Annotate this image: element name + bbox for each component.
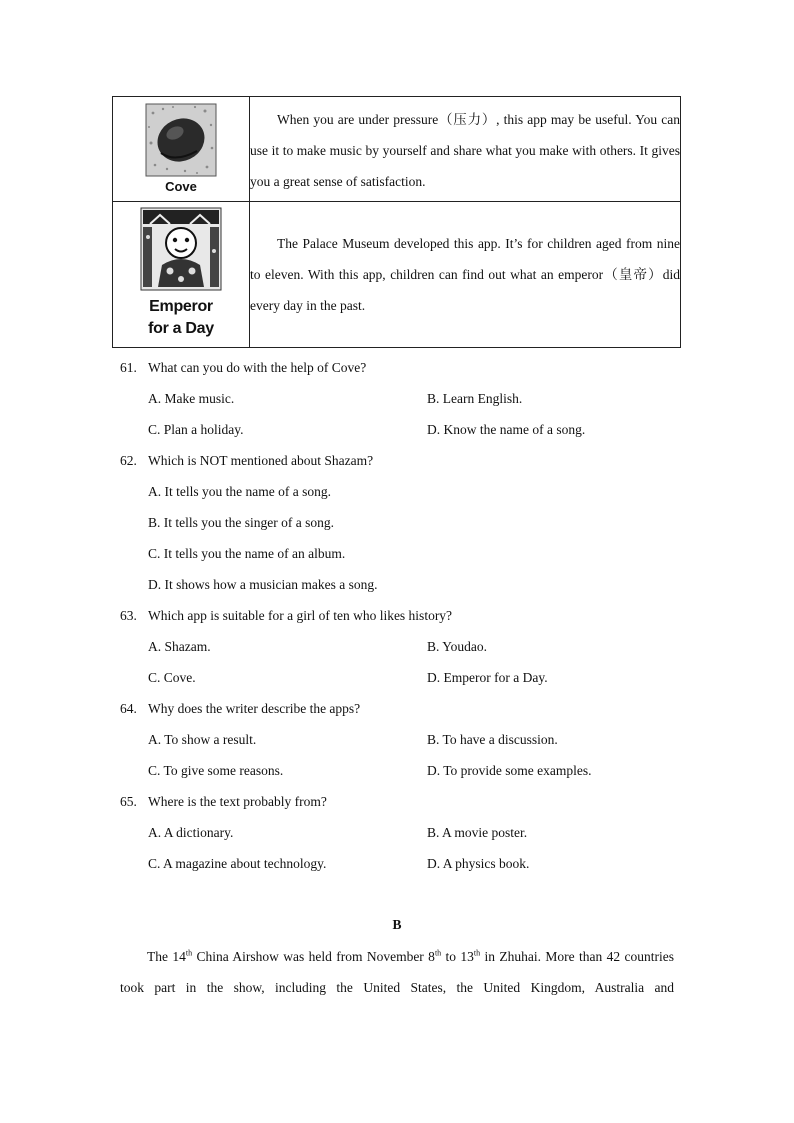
apps-table bbox=[112, 96, 681, 348]
app-row-cove bbox=[113, 97, 681, 202]
question-number: 65. bbox=[120, 794, 137, 809]
options-row bbox=[120, 755, 680, 786]
question-text: What can you do with the help of Cove? bbox=[148, 360, 367, 375]
option-b[interactable]: B. A movie poster. bbox=[427, 825, 528, 840]
option-a[interactable]: A. It tells you the name of a song. bbox=[148, 484, 331, 499]
question-61 bbox=[120, 352, 680, 383]
ordinal-suffix: th bbox=[434, 948, 442, 958]
options-row bbox=[120, 724, 680, 755]
question-65 bbox=[120, 786, 680, 817]
option-d[interactable]: D. Know the name of a song. bbox=[427, 422, 586, 437]
question-text: Why does the writer describe the apps? bbox=[148, 701, 361, 716]
emperor-logo-cell bbox=[113, 202, 250, 348]
option-d[interactable]: D. To provide some examples. bbox=[427, 763, 592, 778]
option-a[interactable]: A. A dictionary. bbox=[148, 825, 234, 840]
passage-text-1: The 14 bbox=[147, 949, 186, 964]
question-number: 64. bbox=[120, 701, 137, 716]
cove-logo bbox=[113, 97, 249, 201]
option-c[interactable]: C. Cove. bbox=[148, 670, 196, 685]
question-text: Which app is suitable for a girl of ten who likes history? bbox=[148, 608, 453, 623]
question-number: 61. bbox=[120, 360, 137, 375]
question-number: 62. bbox=[120, 453, 137, 468]
cove-description: When you are under pressure（压力）, this app may be useful. You can use it to make music by yourself and share what you make with others. It gives you a great sense of satisfaction. bbox=[250, 112, 680, 189]
emperor-logo-label bbox=[113, 296, 249, 340]
option-b[interactable]: B. To have a discussion. bbox=[427, 732, 558, 747]
app-row-emperor bbox=[113, 202, 681, 348]
cove-logo-cell bbox=[113, 97, 250, 202]
option-d[interactable]: D. It shows how a musician makes a song. bbox=[148, 577, 378, 592]
ordinal-suffix: th bbox=[185, 948, 193, 958]
passage-text-4: in Zhuhai. More than 42 countries took part in the show, including the United States, the United Kingdom, Australia and bbox=[120, 949, 674, 995]
option-a[interactable]: A. To show a result. bbox=[148, 732, 257, 747]
option-d[interactable]: D. Emperor for a Day. bbox=[427, 670, 548, 685]
option-c[interactable]: C. Plan a holiday. bbox=[148, 422, 244, 437]
option-a[interactable]: A. Make music. bbox=[148, 391, 235, 406]
options-row bbox=[120, 538, 680, 569]
option-b[interactable]: B. Youdao. bbox=[427, 639, 488, 654]
options-row bbox=[120, 631, 680, 662]
question-64 bbox=[120, 693, 680, 724]
options-row bbox=[120, 817, 680, 848]
question-62 bbox=[120, 445, 680, 476]
passage-paragraph bbox=[120, 941, 674, 1003]
emperor-logo-icon bbox=[140, 207, 222, 291]
question-text: Which is NOT mentioned about Shazam? bbox=[148, 453, 374, 468]
emperor-description: The Palace Museum developed this app. It’s for children aged from nine to eleven. With this app, children can find out what an emperor（皇帝）did every day in the past. bbox=[250, 236, 680, 313]
questions bbox=[120, 352, 680, 879]
options-row bbox=[120, 414, 680, 445]
emperor-logo-label-line2: for a Day bbox=[148, 320, 214, 337]
passage-text-3: to 13 bbox=[441, 949, 474, 964]
emperor-description-cell bbox=[250, 202, 681, 348]
ordinal-suffix: th bbox=[473, 948, 481, 958]
options-row bbox=[120, 507, 680, 538]
cove-logo-label: Cove bbox=[165, 179, 197, 194]
question-number: 63. bbox=[120, 608, 137, 623]
option-d[interactable]: D. A physics book. bbox=[427, 856, 530, 871]
options-row bbox=[120, 476, 680, 507]
options-row bbox=[120, 569, 680, 600]
options-row bbox=[120, 848, 680, 879]
option-a[interactable]: A. Shazam. bbox=[148, 639, 211, 654]
question-text: Where is the text probably from? bbox=[148, 794, 327, 809]
emperor-logo-label-line1: Emperor bbox=[149, 298, 213, 315]
option-c[interactable]: C. A magazine about technology. bbox=[148, 856, 327, 871]
question-63 bbox=[120, 600, 680, 631]
cove-description-cell bbox=[250, 97, 681, 202]
option-b[interactable]: B. It tells you the singer of a song. bbox=[148, 515, 334, 530]
option-c[interactable]: C. It tells you the name of an album. bbox=[148, 546, 346, 561]
passage-text-2: China Airshow was held from November 8 bbox=[192, 949, 435, 964]
options-row bbox=[120, 662, 680, 693]
passage-b bbox=[120, 941, 674, 1003]
emperor-logo bbox=[113, 202, 249, 347]
option-b[interactable]: B. Learn English. bbox=[427, 391, 523, 406]
options-row bbox=[120, 383, 680, 414]
cove-logo-icon bbox=[145, 103, 217, 177]
section-title: B bbox=[392, 917, 402, 932]
option-c[interactable]: C. To give some reasons. bbox=[148, 763, 284, 778]
